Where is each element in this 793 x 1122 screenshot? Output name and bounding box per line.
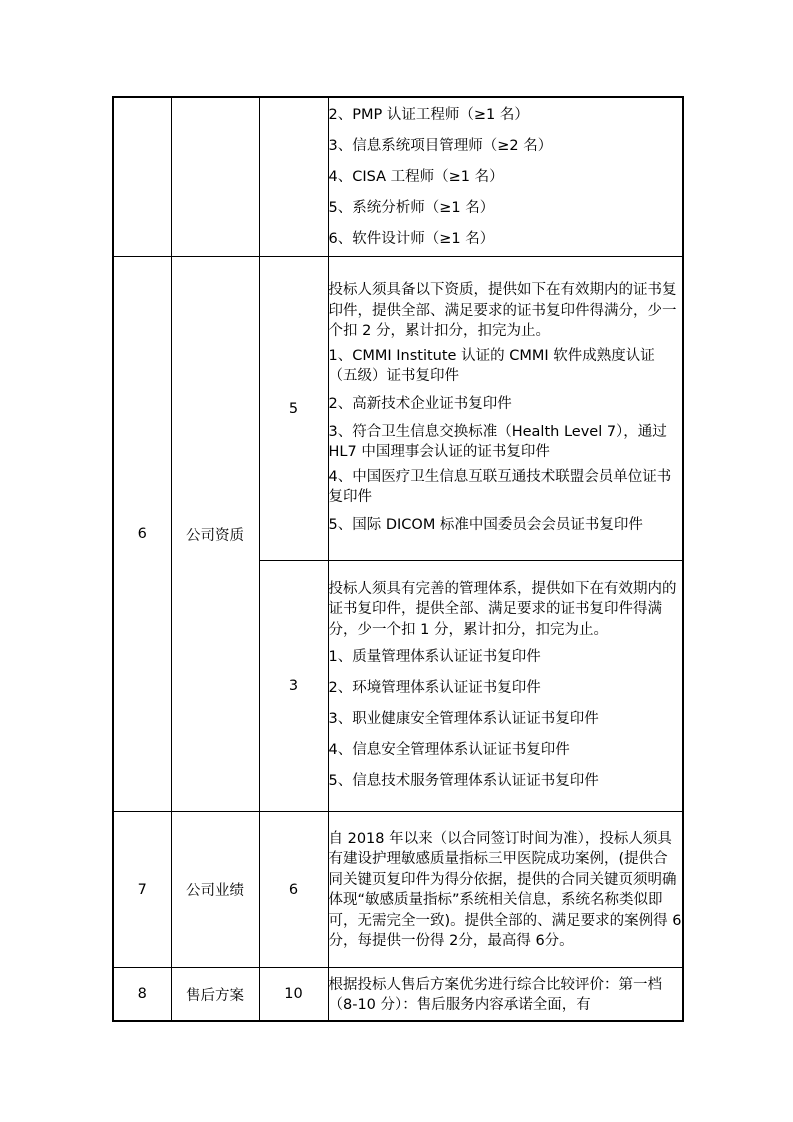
score-value: 6: [259, 812, 328, 968]
criteria-line: 1、质量管理体系认证证书复印件: [328, 649, 541, 666]
criteria-cell: [328, 561, 683, 812]
score-value: 5: [259, 257, 328, 561]
criteria-line: 4、CISA 工程师（≥1 名）: [328, 168, 504, 185]
row-number: 7: [113, 812, 171, 968]
criteria-line: 5、信息技术服务管理体系认证证书复印件: [328, 773, 599, 790]
criteria-line: 5、国际 DICOM 标准中国委员会会员证书复印件: [328, 516, 643, 533]
criteria-cell: [328, 968, 683, 1022]
score-value: 3: [259, 561, 328, 812]
table-row: [113, 968, 683, 1022]
criteria-line: 1、CMMI Institute 认证的 CMMI 软件成熟度认证（五级）证书复印件: [328, 347, 655, 385]
table-row: [113, 812, 683, 968]
criteria-line: 5、系统分析师（≥1 名）: [328, 199, 495, 216]
criteria-text: 自 2018 年以来（以合同签订时间为准），投标人须具有建设护理敏感质量指标三甲医院成功案例，(提供合同关键页复印件为得分依据，提供的合同关键页须明确体现“敏感质量指标”系统相关信息，系统名称类似即可，无需完全一致)。提供全部的、满足要求的案例得 6 分，每提供一份得 2分，最高得 6分。: [328, 830, 682, 949]
criteria-line: 2、PMP 认证工程师（≥1 名）: [328, 106, 529, 123]
criteria-line: 2、环境管理体系认证证书复印件: [328, 680, 541, 697]
item-name: 公司资质: [171, 257, 259, 812]
criteria-line: 4、中国医疗卫生信息互联互通技术联盟会员单位证书复印件: [328, 468, 672, 506]
item-name: 公司业绩: [171, 812, 259, 968]
item-name: [171, 97, 259, 257]
score-value: 10: [259, 968, 328, 1022]
criteria-cell: [328, 97, 683, 257]
score-value: [259, 97, 328, 257]
table-row: [113, 97, 683, 257]
criteria-line: 2、高新技术企业证书复印件: [328, 395, 512, 412]
criteria-cell: [328, 257, 683, 561]
row-number: [113, 97, 171, 257]
table-row: [113, 257, 683, 561]
criteria-line: 3、符合卫生信息交换标准（Health Level 7），通过 HL7 中国理事会认证的证书复印件: [328, 423, 667, 461]
criteria-line: 6、软件设计师（≥1 名）: [328, 230, 495, 247]
criteria-text: 根据投标人售后方案优劣进行综合比较评价：第一档（8-10 分）：售后服务内容承诺全面，有: [328, 977, 662, 1013]
criteria-line: 4、信息安全管理体系认证证书复印件: [328, 742, 570, 759]
criteria-intro: 投标人须具有完善的管理体系，提供如下在有效期内的证书复印件，提供全部、满足要求的证书复印件得满分，少一个扣 1 分，累计扣分，扣完为止。: [328, 580, 677, 638]
item-name: 售后方案: [171, 968, 259, 1022]
row-number: 6: [113, 257, 171, 812]
criteria-cell: [328, 812, 683, 968]
row-number: 8: [113, 968, 171, 1022]
criteria-line: 3、职业健康安全管理体系认证证书复印件: [328, 711, 599, 728]
scoring-table: [112, 96, 684, 1022]
criteria-intro: 投标人须具备以下资质，提供如下在有效期内的证书复印件，提供全部、满足要求的证书复印件得满分，少一个扣 2 分，累计扣分，扣完为止。: [328, 282, 677, 340]
criteria-line: 3、信息系统项目管理师（≥2 名）: [328, 137, 553, 154]
